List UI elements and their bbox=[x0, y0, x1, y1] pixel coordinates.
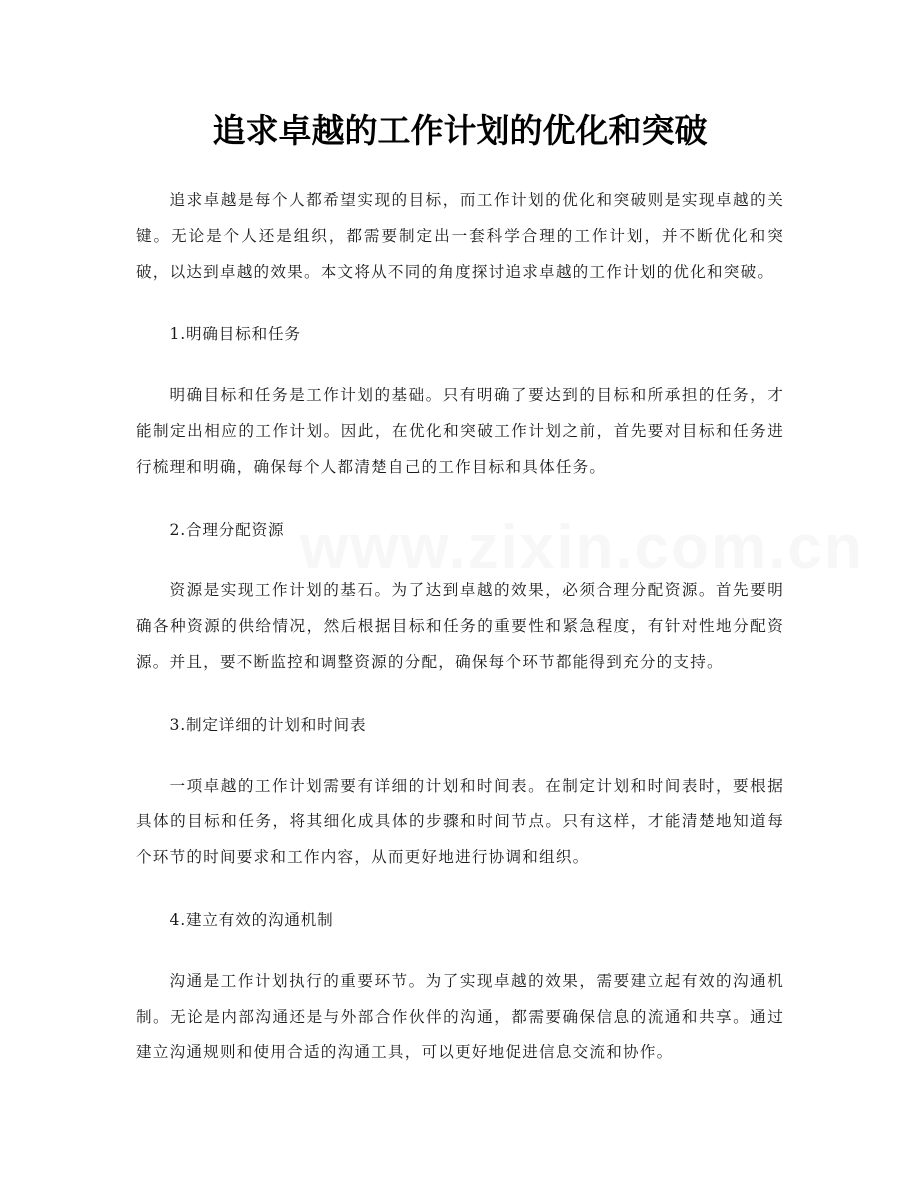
section-body-4: 沟通是工作计划执行的重要环节。为了实现卓越的效果，需要建立起有效的沟通机制。无论是内部沟通还是与外部合作伙伴的沟通，都需要确保信息的流通和共享。通过建立沟通规则和使用合适的沟通工具，可以更好地促进信息交流和协作。 bbox=[136, 971, 784, 1062]
section-body-3: 一项卓越的工作计划需要有详细的计划和时间表。在制定计划和时间表时，要根据具体的目标和任务，将其细化成具体的步骤和时间节点。只有这样，才能清楚地知道每个环节的时间要求和工作内容，从而更好地进行协调和组织。 bbox=[136, 776, 784, 867]
section-heading-3: 3.制定详细的计划和时间表 bbox=[169, 715, 367, 734]
page-title: 追求卓越的工作计划的优化和突破 bbox=[212, 111, 708, 150]
section-heading-1: 1.明确目标和任务 bbox=[169, 325, 301, 344]
intro-paragraph: 追求卓越是每个人都希望实现的目标，而工作计划的优化和突破则是实现卓越的关键。无论是个人还是组织，都需要制定出一套科学合理的工作计划，并不断优化和突破，以达到卓越的效果。本文将从不同的角度探讨追求卓越的工作计划的优化和突破。 bbox=[136, 191, 784, 281]
watermark-text: www.zixin.com.cn bbox=[300, 513, 864, 582]
section-body-2: 资源是实现工作计划的基石。为了达到卓越的效果，必须合理分配资源。首先要明确各种资源的供给情况，然后根据目标和任务的重要性和紧急程度，有针对性地分配资源。并且，要不断监控和调整资源的分配，确保每个环节都能得到充分的支持。 bbox=[136, 581, 784, 671]
section-body-1: 明确目标和任务是工作计划的基础。只有明确了要达到的目标和所承担的任务，才能制定出相应的工作计划。因此，在优化和突破工作计划之前，首先要对目标和任务进行梳理和明确，确保每个人都清楚自己的工作目标和具体任务。 bbox=[136, 386, 784, 476]
document-body bbox=[136, 183, 864, 1098]
section-heading-4: 4.建立有效的沟通机制 bbox=[169, 910, 334, 929]
section-heading-2: 2.合理分配资源 bbox=[169, 520, 285, 539]
